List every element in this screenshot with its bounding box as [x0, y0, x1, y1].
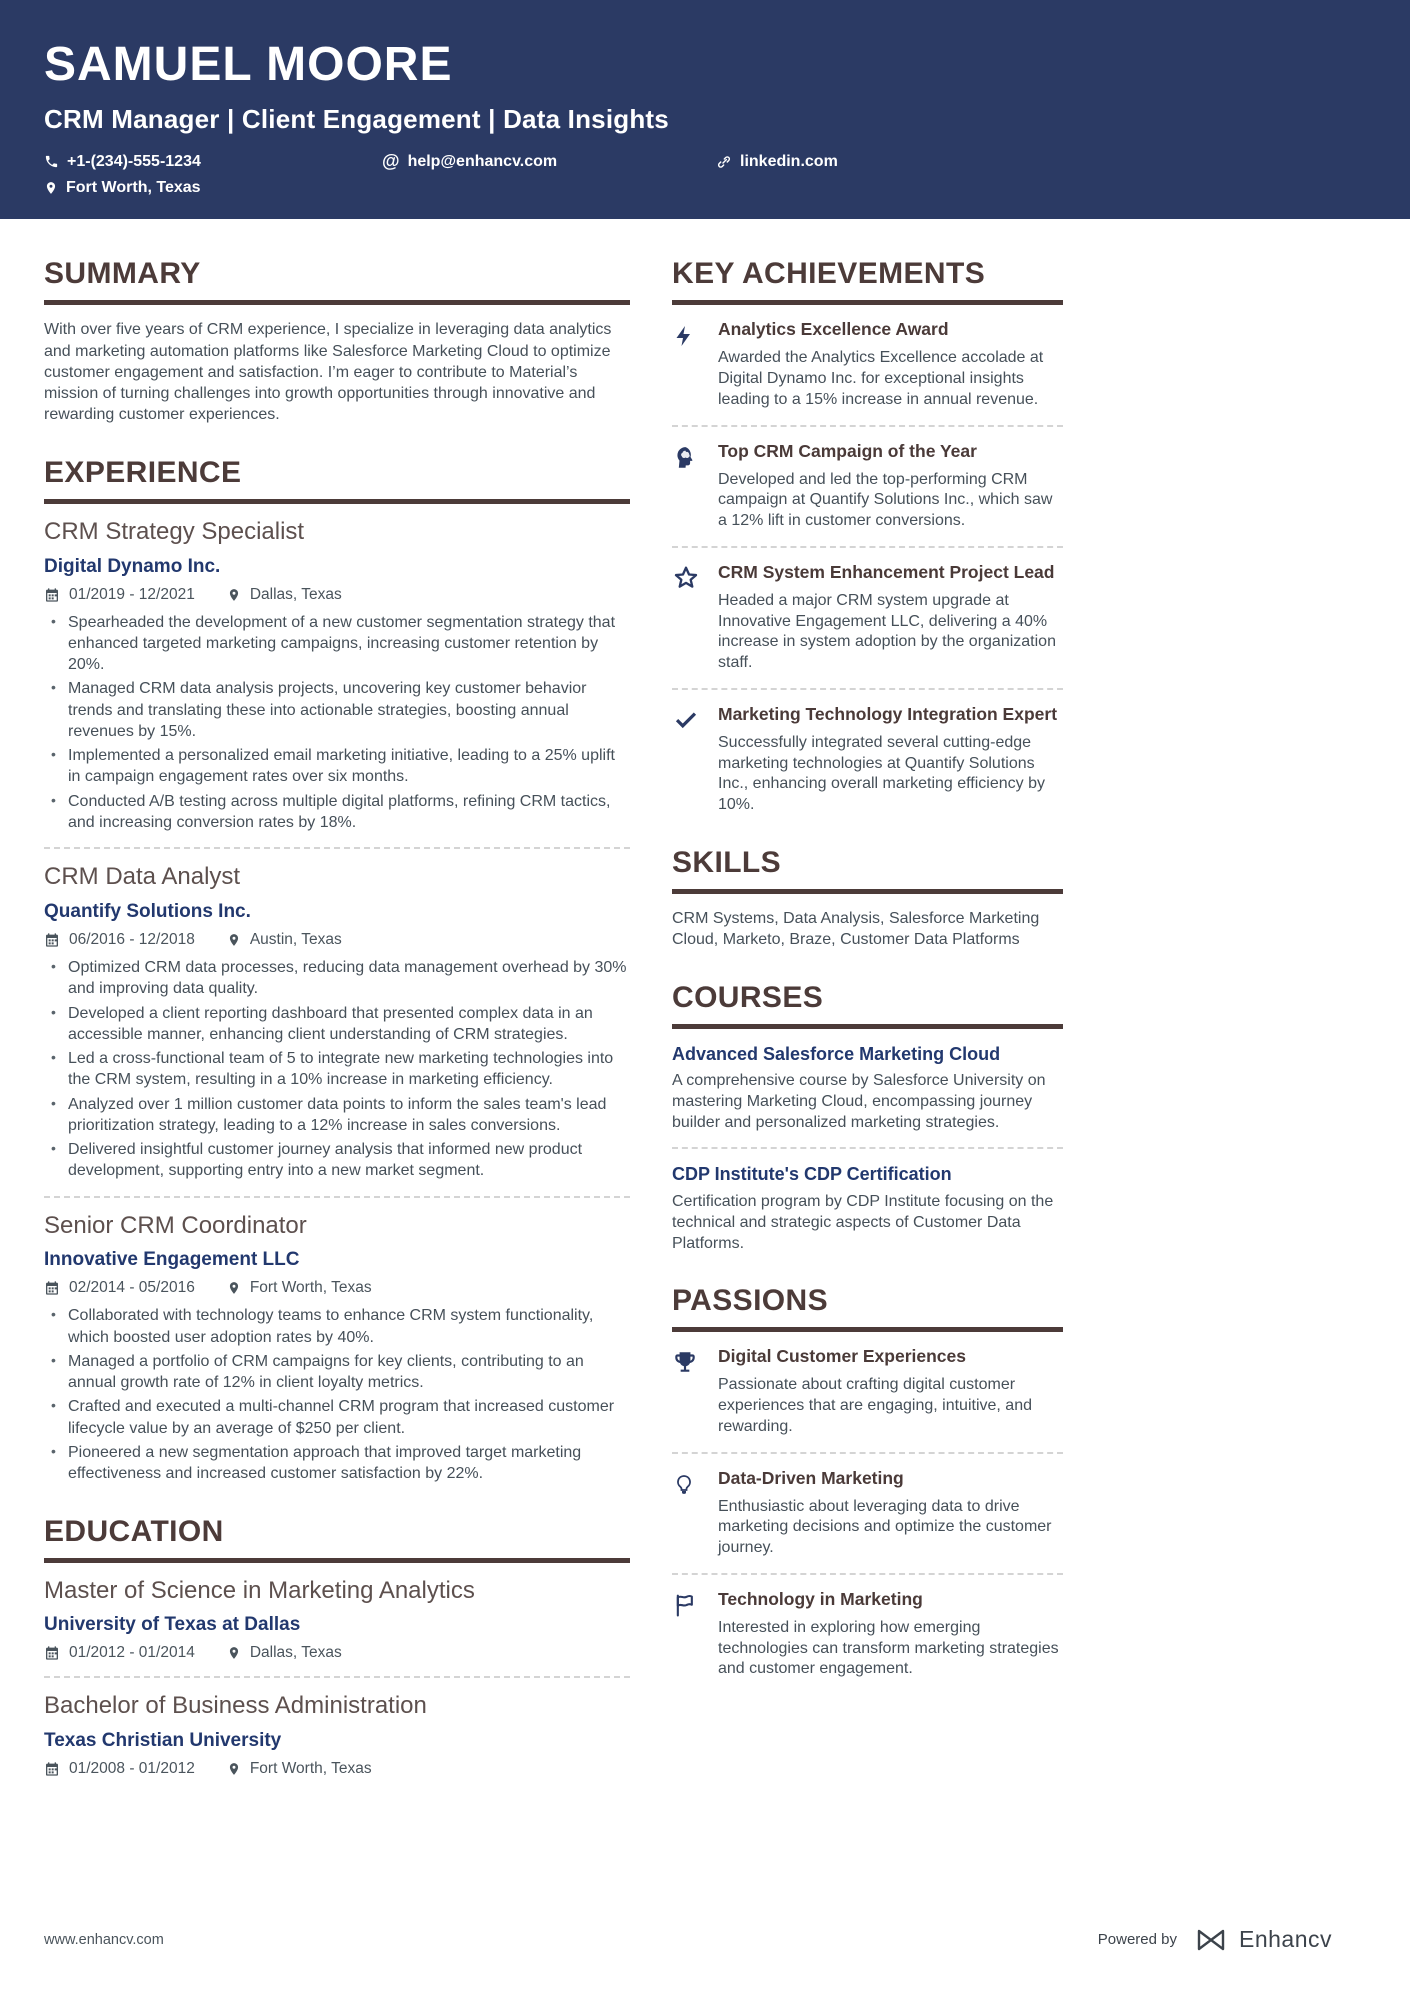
passion-title: Technology in Marketing [718, 1588, 923, 1609]
skills-text: CRM Systems, Data Analysis, Salesforce Marketing Cloud, Marketo, Braze, Customer Data Platforms [672, 910, 1040, 949]
location-icon [227, 1761, 241, 1777]
location-icon [227, 1280, 241, 1296]
enhancv-logo-mark [1191, 1927, 1231, 1953]
right-column [672, 257, 1063, 1808]
degree-dates: 01/2008 - 01/2012 [69, 1760, 195, 1778]
achievement-text: Developed and led the top-performing CRM campaign at Quantify Solutions Inc., which saw a 12% lift in customer conversions. [718, 470, 1053, 530]
passion-item [672, 1468, 1063, 1559]
passion-icon-wrap [672, 1346, 702, 1437]
job-meta [44, 1279, 630, 1297]
job-dates: 01/2019 - 12/2021 [69, 585, 195, 603]
job-bullets [44, 1305, 630, 1484]
job-bullet: • Delivered insightful customer journey analysis that informed new product development, supporting entry into a new market segment. [68, 1139, 630, 1182]
calendar-icon [44, 1280, 60, 1296]
education-heading: EDUCATION [44, 1515, 630, 1563]
degree-school: University of Texas at Dallas [44, 1614, 301, 1636]
job-location: Fort Worth, Texas [249, 1279, 372, 1297]
job-bullet: • Crafted and executed a multi-channel CRM program that increased customer lifecycle value by an average of $250 per client. [68, 1396, 630, 1439]
passion-title: Data-Driven Marketing [718, 1467, 904, 1488]
passion-text: Passionate about crafting digital customer experiences that are engaging, intuitive, and rewarding. [718, 1376, 1032, 1435]
passion-body [718, 1346, 1063, 1437]
passion-icon-wrap [672, 1589, 702, 1680]
location-value: Fort Worth, Texas [66, 179, 201, 197]
powered-by-group [1098, 1926, 1332, 1953]
summary-heading: SUMMARY [44, 257, 630, 305]
education-section [44, 1515, 630, 1779]
achievement-text: Headed a major CRM system upgrade at Innovative Engagement LLC, delivering a 40% increase in system adoption by the organization staff. [718, 591, 1056, 672]
enhancv-wordmark: Enhancv [1238, 1926, 1332, 1952]
job-dates: 02/2014 - 05/2016 [69, 1279, 195, 1297]
course-item [672, 1163, 1063, 1254]
skills-section [672, 846, 1063, 951]
achievements-section [672, 257, 1063, 816]
location-icon [227, 587, 241, 603]
job-bullet: • Spearheaded the development of a new customer segmentation strategy that enhanced targeted marketing campaigns, increasing customer retention by 20%. [68, 612, 630, 676]
job-bullet: • Led a cross-functional team of 5 to integrate new marketing technologies into the CRM system, resulting in a 10% increase in marketing efficiency. [68, 1048, 630, 1091]
job-bullet: • Pioneered a new segmentation approach that improved target marketing effectiveness and increased customer satisfaction by 22%. [68, 1442, 630, 1485]
divider [672, 1452, 1063, 1454]
courses-section [672, 981, 1063, 1255]
person-name: SAMUEL MOORE [44, 38, 453, 91]
passion-body [718, 1589, 1063, 1680]
achievement-title: CRM System Enhancement Project Lead [718, 561, 1055, 582]
passions-heading: PASSIONS [672, 1284, 1063, 1332]
summary-section [44, 257, 630, 425]
achievement-title: Top CRM Campaign of the Year [718, 440, 977, 461]
job-bullet: • Analyzed over 1 million customer data points to inform the sales team's lead prioritization strategy, leading to a 12% increase in sales conversions. [68, 1094, 630, 1137]
link-value[interactable]: linkedin.com [740, 152, 838, 170]
degree-location: Fort Worth, Texas [249, 1760, 372, 1778]
star-icon [672, 564, 700, 592]
experience-entry [44, 1212, 630, 1485]
contact-phone [44, 151, 382, 172]
job-bullet: • Developed a client reporting dashboard that presented complex data in an accessible manner, enhancing client understanding of CRM strategies. [68, 1003, 630, 1046]
degree-dates: 01/2012 - 01/2014 [69, 1644, 195, 1662]
divider [44, 847, 630, 849]
achievement-item [672, 704, 1063, 816]
job-bullet: • Optimized CRM data processes, reducing data management overhead by 30% and improving data quality. [68, 957, 630, 1000]
job-company: Quantify Solutions Inc. [44, 900, 251, 922]
job-bullets [44, 957, 630, 1182]
achievement-body [718, 562, 1063, 674]
job-company: Innovative Engagement LLC [44, 1249, 300, 1271]
degree-title: Bachelor of Business Administration [44, 1692, 427, 1720]
course-text: Certification program by CDP Institute focusing on the technical and strategic aspects of Customer Data Platforms. [672, 1192, 1054, 1252]
divider [672, 425, 1063, 427]
phone-icon [44, 154, 59, 169]
achievement-body [718, 704, 1063, 816]
achievement-icon-wrap [672, 441, 702, 532]
link-icon [716, 154, 732, 170]
skills-heading: SKILLS [672, 846, 1063, 894]
job-location: Dallas, Texas [249, 585, 342, 603]
job-bullet: • Implemented a personalized email marketing initiative, leading to a 25% uplift in campaign engagement rates over six months. [68, 745, 630, 788]
calendar-icon [44, 1645, 60, 1661]
header [0, 0, 1410, 219]
passion-item [672, 1589, 1063, 1680]
contact-location [44, 179, 1366, 197]
passion-text: Interested in exploring how emerging technologies can transform marketing strategies and customer engagement. [718, 1618, 1059, 1678]
achievement-title: Marketing Technology Integration Expert [718, 703, 1058, 724]
footer [44, 1926, 1332, 1953]
education-entry [44, 1692, 630, 1778]
location-icon [227, 1645, 241, 1661]
main-content [0, 219, 1410, 1808]
phone-value: +1-(234)-555-1234 [67, 152, 201, 170]
job-bullet: • Conducted A/B testing across multiple digital platforms, refining CRM tactics, and increasing conversion rates by 18%. [68, 791, 630, 834]
trophy-icon [672, 1348, 698, 1376]
courses-heading: COURSES [672, 981, 1063, 1029]
passion-item [672, 1346, 1063, 1437]
contact-bar [44, 151, 1366, 197]
contact-link[interactable] [716, 151, 1366, 172]
calendar-icon [44, 587, 60, 603]
achievements-heading: KEY ACHIEVEMENTS [672, 257, 1063, 305]
experience-heading: EXPERIENCE [44, 456, 630, 504]
passion-icon-wrap [672, 1468, 702, 1559]
lightbulb-icon [672, 1470, 696, 1500]
achievement-icon-wrap [672, 704, 702, 816]
at-icon: @ [382, 151, 400, 172]
achievement-body [718, 319, 1063, 410]
job-title: CRM Strategy Specialist [44, 517, 305, 545]
achievement-body [718, 441, 1063, 532]
enhancv-logo[interactable] [1191, 1926, 1332, 1953]
divider [672, 1147, 1063, 1149]
job-title: Senior CRM Coordinator [44, 1211, 307, 1239]
contact-email[interactable] [382, 151, 716, 172]
job-bullets [44, 612, 630, 834]
experience-entry [44, 518, 630, 833]
achievement-title: Analytics Excellence Award [718, 319, 949, 340]
divider [672, 546, 1063, 548]
job-title: CRM Data Analyst [44, 863, 241, 891]
divider [44, 1676, 630, 1678]
email-value[interactable]: help@enhancv.com [407, 152, 558, 170]
passion-title: Digital Customer Experiences [718, 1346, 966, 1367]
flag-icon [672, 1591, 700, 1619]
achievement-icon-wrap [672, 319, 702, 410]
check-icon [672, 706, 700, 732]
course-title: CDP Institute's CDP Certification [672, 1164, 952, 1185]
location-icon [44, 180, 58, 196]
job-meta [44, 586, 630, 604]
degree-school: Texas Christian University [44, 1730, 282, 1752]
course-title: Advanced Salesforce Marketing Cloud [672, 1043, 1001, 1064]
job-company: Digital Dynamo Inc. [44, 555, 221, 577]
degree-meta [44, 1760, 630, 1778]
calendar-icon [44, 1761, 60, 1777]
divider [44, 1196, 630, 1198]
job-meta [44, 931, 630, 949]
powered-by-label: Powered by [1097, 1931, 1177, 1948]
location-icon [227, 932, 241, 948]
divider [672, 688, 1063, 690]
experience-entry [44, 863, 630, 1181]
left-column [44, 257, 630, 1808]
job-bullet: • Collaborated with technology teams to enhance CRM system functionality, which boosted user adoption rates by 40%. [68, 1305, 630, 1348]
degree-location: Dallas, Texas [249, 1644, 342, 1662]
achievement-text: Successfully integrated several cutting-edge marketing technologies at Quantify Solutions Inc., enhancing overall marketing efficiency by 10%. [718, 733, 1045, 814]
job-bullet: • Managed a portfolio of CRM campaigns for key clients, contributing to an annual growth rate of 12% in client loyalty metrics. [68, 1351, 630, 1394]
achievement-item [672, 562, 1063, 674]
course-text: A comprehensive course by Salesforce University on mastering Marketing Cloud, encompassing journey builder and personalized marketing strategies. [672, 1072, 1046, 1131]
passions-section [672, 1284, 1063, 1680]
person-title: CRM Manager | Client Engagement | Data Insights [44, 104, 669, 135]
degree-meta [44, 1644, 630, 1662]
achievement-icon-wrap [672, 562, 702, 674]
head-brain-icon [672, 443, 698, 473]
summary-text: With over five years of CRM experience, I specialize in leveraging data analytics and marketing automation platforms like Salesforce Marketing Cloud to optimize customer engagement and satisfaction. I’m eager to contribute to Material’s mission of turning challenges into growth opportunities through innovative and rewarding customer experiences. [44, 321, 612, 424]
job-bullet: • Managed CRM data analysis projects, uncovering key customer behavior trends and translating these into actionable strategies, boosting annual revenues by 15%. [68, 678, 630, 742]
experience-section [44, 456, 630, 1485]
divider [672, 1573, 1063, 1575]
footer-website[interactable]: www.enhancv.com [44, 1931, 164, 1948]
achievement-item [672, 441, 1063, 532]
lightning-icon [672, 321, 696, 351]
degree-title: Master of Science in Marketing Analytics [44, 1576, 475, 1604]
passion-body [718, 1468, 1063, 1559]
passion-text: Enthusiastic about leveraging data to drive marketing decisions and optimize the customer journey. [718, 1497, 1052, 1557]
education-entry [44, 1577, 630, 1663]
job-dates: 06/2016 - 12/2018 [69, 930, 195, 948]
calendar-icon [44, 932, 60, 948]
course-item [672, 1043, 1063, 1134]
achievement-item [672, 319, 1063, 410]
achievement-text: Awarded the Analytics Excellence accolade at Digital Dynamo Inc. for exceptional insights leading to a 15% increase in annual revenue. [718, 349, 1044, 408]
job-location: Austin, Texas [249, 930, 342, 948]
